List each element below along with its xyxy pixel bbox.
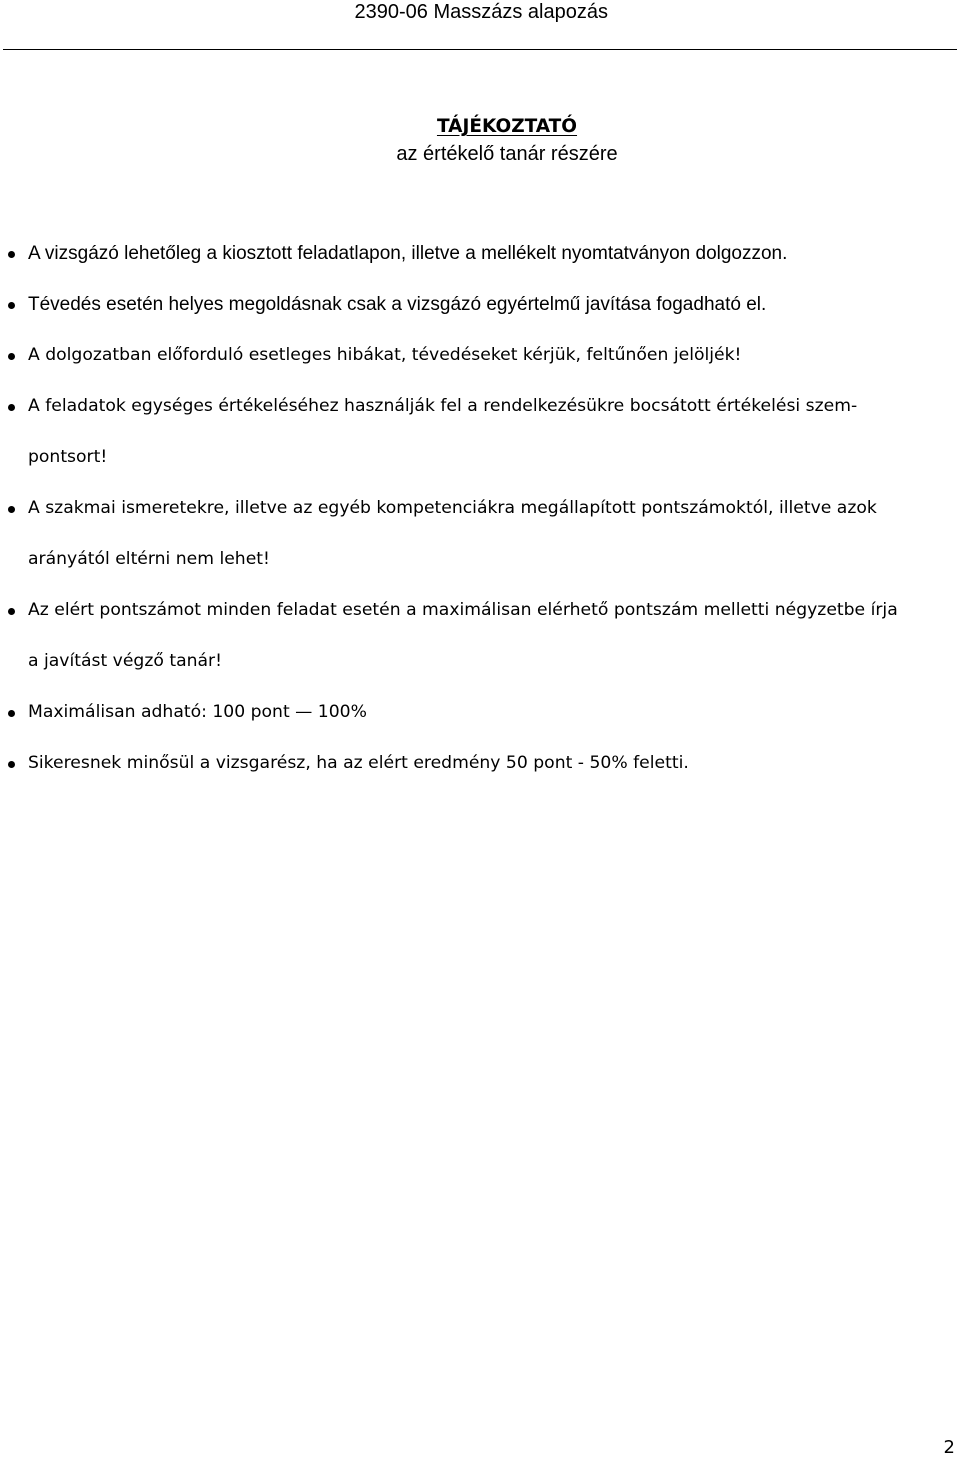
page-header [0,0,960,52]
page-number: 2 [943,1437,955,1458]
bullet-icon [8,404,15,411]
bullet-icon [8,353,15,360]
list-item-text-line: pontsort! [28,447,108,467]
list-item [0,228,960,279]
list-item-text-line: Az elért pontszámot minden feladat esetén a maximálisan elérhető pontszám melletti négyzetbe írja [28,600,898,620]
bullet-icon [8,608,15,615]
list-item [0,585,960,687]
list-item-text-line: A szakmai ismeretekre, illetve az egyéb kompetenciákra megállapított pontszámoktól, illetve azok [28,498,877,518]
bullet-icon [8,251,15,258]
list-item-text-line: A feladatok egységes értékeléséhez használják fel a rendelkezésükre bocsátott értékelési szem- [28,396,858,416]
list-item [0,738,960,789]
rules-list [0,228,960,789]
list-item-text: A vizsgázó lehetőleg a kiosztott feladatlapon, illetve a mellékelt nyomtatványon dolgozzon. [28,243,788,264]
list-item-text: Tévedés esetén helyes megoldásnak csak a vizsgázó egyértelmű javítása fogadható el. [28,294,767,315]
list-item [0,279,960,330]
list-item [0,483,960,585]
list-item-text: A dolgozatban előforduló esetleges hibákat, tévedéseket kérjük, feltűnően jelöljék! [28,345,742,365]
list-item [0,687,960,738]
list-item [0,381,960,483]
bullet-icon [8,710,15,717]
list-item-text: Sikeresnek minősül a vizsgarész, ha az elért eredmény 50 pont - 50% feletti. [28,753,689,773]
list-item-text-line: a javítást végző tanár! [28,651,222,671]
bullet-icon [8,506,15,513]
document-title: TÁJÉKOZTATÓ [436,116,578,137]
header-title: 2390-06 Masszázs alapozás [354,1,608,23]
bullet-icon [8,302,15,309]
list-item-text-line: arányától eltérni nem lehet! [28,549,270,569]
header-divider [3,49,957,50]
list-item-text: Maximálisan adható: 100 pont — 100% [28,702,367,722]
list-item [0,330,960,381]
bullet-icon [8,761,15,768]
title-block [0,114,960,168]
document-subtitle: az értékelő tanár részére [396,143,618,165]
